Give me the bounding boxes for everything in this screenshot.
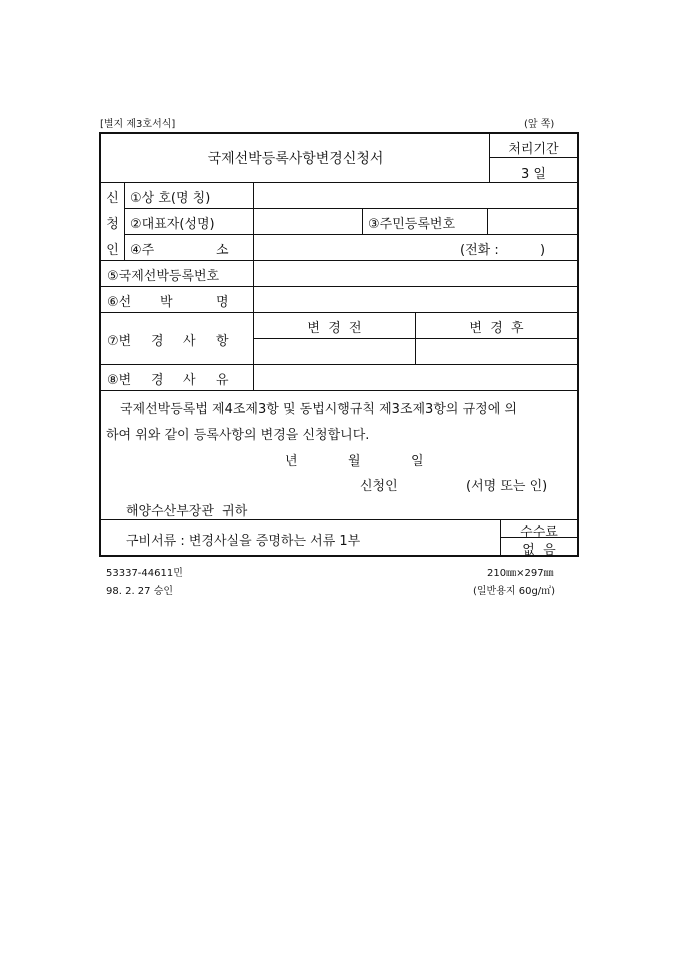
row-line [124,208,577,209]
date-day: 일 [411,454,424,469]
registration-no-label: ⑤국제선박등록번호 [107,269,220,284]
date-year: 년 [285,454,298,469]
fee-label: 수수료 [520,525,558,540]
after-change-header: 변 경 후 [469,321,524,336]
trade-name-label: ①상 호(명 칭) [130,191,211,206]
change-reason-label-4: 유 [216,373,229,388]
row-line [101,260,577,261]
addressee: 해양수산부장관 귀하 [126,504,248,519]
col-line [124,182,125,260]
form-title: 국제선박등록사항변경신청서 [207,151,384,167]
change-items-label-1: ⑦변 [107,334,132,349]
representative-label: ②대표자(성명) [130,217,215,232]
address-field[interactable] [255,236,455,258]
col-line [362,208,363,234]
col-line [487,208,488,234]
applicant-label-2: 청 [106,217,119,232]
row-line [101,286,577,287]
row-line [124,234,577,235]
applicant-label-1: 신 [106,191,119,206]
processing-label: 처리기간 [508,142,559,157]
footer-paper: (일반용지 60g/㎡) [473,586,556,597]
row-line [101,182,577,183]
change-items-label-3: 사 [183,334,196,349]
declaration-line-2: 하여 위와 같이 등록사항의 변경을 신청합니다. [106,428,370,443]
frame-right [577,132,579,557]
row-line [101,390,577,391]
applicant-sign-label: 신청인 [360,479,398,494]
footer-code: 53337-44611민 [106,568,183,579]
fee-value: 없 음 [522,543,556,558]
declaration-line-1: 국제선박등록법 제4조제3항 및 동법시행규칙 제3조제3항의 규정에 의 [120,402,517,417]
divider [489,157,577,158]
required-documents: 구비서류 : 변경사실을 증명하는 서류 1부 [126,534,361,549]
ship-name-label-3: 명 [216,295,229,310]
change-reason-label-1: ⑧변 [107,373,132,388]
change-items-label-4: 항 [216,334,229,349]
applicant-label-3: 인 [106,243,119,258]
change-reason-label-3: 사 [183,373,196,388]
registration-no-field[interactable] [255,262,575,284]
change-reason-label-2: 경 [151,373,164,388]
resident-no-field[interactable] [489,210,575,232]
ship-name-label-1: ⑥선 [107,295,132,310]
after-change-field[interactable] [417,340,575,362]
signature-note: (서명 또는 인) [466,479,548,494]
ship-name-field[interactable] [255,288,575,310]
trade-name-field[interactable] [255,184,575,206]
before-change-field[interactable] [255,340,413,362]
representative-field[interactable] [255,210,360,232]
before-change-header: 변 경 전 [307,321,362,336]
page-side: (앞 쪽) [524,119,555,130]
address-label: ④주 [130,243,155,258]
address-label-end: 소 [216,243,229,258]
resident-no-label: ③주민등록번호 [368,217,456,232]
change-items-label-2: 경 [151,334,164,349]
row-line [101,519,577,520]
change-reason-field[interactable] [255,366,575,388]
footer-approval: 98. 2. 27 승인 [106,586,174,597]
col-line [253,182,254,390]
row-line [101,364,577,365]
frame-top [99,132,579,134]
row-line [101,312,577,313]
ship-name-label-2: 박 [160,295,173,310]
date-month: 월 [348,454,361,469]
phone-label: (전화 : ) [460,243,546,258]
form-id: [별지 제3호서식] [100,119,176,130]
footer-size: 210㎜×297㎜ [487,568,554,579]
processing-value: 3 일 [521,167,546,182]
